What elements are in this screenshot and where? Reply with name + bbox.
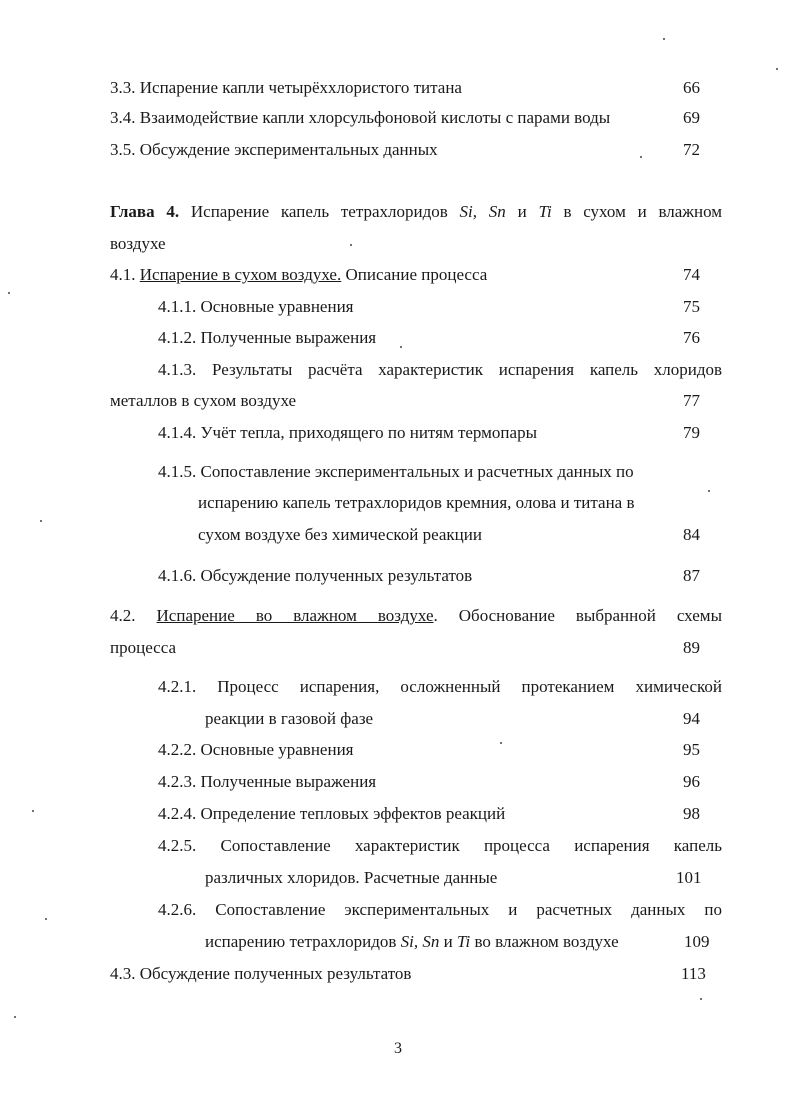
toc-entry-4-1-5-line2: испарению капель тетрахлоридов кремния, олова и титана в: [198, 493, 635, 512]
toc-entry-4-2-1-line1: [0, 674, 796, 700]
toc-entry-page: 87: [683, 566, 700, 585]
chapter-label: Глава 4.: [110, 202, 180, 221]
toc-entry-title: 4.2.3. Полученные выражения: [158, 772, 377, 791]
toc-entry-title: 4.1.6. Обсуждение полученных результатов: [158, 566, 473, 585]
toc-entry-4-1-3-line1: [0, 357, 796, 383]
toc-entry-page: 74: [683, 265, 700, 284]
toc-entry-page: 77: [683, 391, 700, 410]
chapter-4-title-line2: воздухе: [110, 234, 166, 253]
toc-entry-title: 3.4. Взаимодействие капли хлорсульфоновой кислоты с парами воды: [110, 108, 611, 127]
toc-entry-4-1-6: [0, 563, 796, 589]
toc-entry-4-1-5-line3: сухом воздухе без химической реакции 84: [0, 522, 796, 548]
toc-entry-4-2-3: [0, 769, 796, 795]
toc-entry-4-2-line1: [0, 603, 796, 629]
toc-entry-4-2-4: [0, 801, 796, 827]
scan-speck: [350, 244, 352, 246]
toc-entry-page: 84: [683, 525, 700, 544]
toc-entry-page: 98: [683, 804, 700, 823]
toc-entry-4-3: [0, 961, 796, 987]
toc-entry-title: 3.5. Обсуждение экспериментальных данных: [110, 140, 438, 159]
scan-speck: [40, 520, 42, 522]
toc-entry-4-2-6-line1: [0, 897, 796, 923]
toc-entry-page: 76: [683, 328, 700, 347]
toc-entry-4-1: [0, 262, 796, 288]
toc-entry-page: 109: [684, 932, 710, 951]
scan-speck: [640, 156, 642, 158]
toc-entry-page: 89: [683, 638, 700, 657]
scan-speck: [776, 68, 778, 70]
chapter-4-title-line1: Глава 4. Испарение капель тетрахлоридов Si, Sn и Ti в сухом и влажном: [110, 202, 723, 221]
toc-entry-4-1-5-line1: [0, 459, 796, 485]
toc-entry-title: 4.2.5. Сопоставление характеристик процесса испарения капель: [158, 836, 722, 855]
toc-entry-title: 4.1.3. Результаты расчёта характеристик испарения капель хлоридов: [158, 360, 722, 379]
toc-entry-title: 4.3. Обсуждение полученных результатов: [110, 964, 412, 983]
toc-entry-4-2-2: [0, 737, 796, 763]
toc-entry-4-2-5-line1: [0, 833, 796, 859]
scan-speck: [500, 742, 502, 744]
page-number: 3: [394, 1040, 402, 1057]
toc-entry-3-4: [0, 105, 796, 131]
toc-entry-title: 4.1. Испарение в сухом воздухе. Описание процесса: [110, 265, 488, 284]
toc-entry-page: 79: [683, 423, 700, 442]
scan-speck: [663, 38, 665, 40]
toc-entry-page: 66: [683, 78, 700, 97]
toc-entry-title: 4.2.6. Сопоставление экспериментальных и расчетных данных по: [158, 900, 722, 919]
toc-entry-title: 4.2.1. Процесс испарения, осложненный протеканием химической: [158, 677, 722, 696]
toc-entry-4-1-2: [0, 325, 796, 351]
toc-entry-4-2-6-line2: испарению тетрахлоридов Si, Sn и Ti во влажном воздухе 109: [0, 929, 796, 955]
toc-entry-page: 72: [683, 140, 700, 159]
toc-entry-page: 113: [681, 964, 706, 983]
toc-entry-page: 101: [676, 868, 702, 887]
scan-speck: [8, 292, 10, 294]
toc-entry-title: 4.2. Испарение во влажном воздухе. Обоснование выбранной схемы: [110, 606, 722, 625]
toc-entry-3-3: [0, 75, 796, 101]
scan-speck: [32, 810, 34, 812]
toc-entry-title: 4.2.2. Основные уравнения: [158, 740, 354, 759]
toc-entry-title: 4.2.4. Определение тепловых эффектов реакций: [158, 804, 506, 823]
toc-entry-4-2-5-line2: различных хлоридов. Расчетные данные 101: [0, 865, 796, 891]
toc-entry-page: 69: [683, 108, 700, 127]
toc-entry-title: 4.1.5. Сопоставление экспериментальных и расчетных данных по: [158, 462, 634, 481]
toc-entry-4-2-1-line2: реакции в газовой фазе 94: [0, 706, 796, 732]
toc-entry-4-2-line2: процесса 89: [0, 635, 796, 661]
scan-speck: [708, 490, 710, 492]
toc-entry-4-1-4: [0, 420, 796, 446]
toc-entry-page: 96: [683, 772, 700, 791]
scan-speck: [400, 346, 402, 348]
toc-entry-title: 4.1.2. Полученные выражения: [158, 328, 377, 347]
toc-entry-title: 4.1.4. Учёт тепла, приходящего по нитям термопары: [158, 423, 537, 442]
toc-entry-page: 75: [683, 297, 700, 316]
toc-entry-4-1-3-line2: металлов в сухом воздухе 77: [0, 388, 796, 414]
toc-entry-title: 3.3. Испарение капли четырёххлористого титана: [110, 78, 462, 97]
scan-speck: [14, 1016, 16, 1018]
toc-entry-title: 4.1.1. Основные уравнения: [158, 297, 354, 316]
chapter-4-heading: [0, 199, 796, 225]
scan-speck: [700, 998, 702, 1000]
toc-entry-page: 95: [683, 740, 700, 759]
scan-speck: [45, 918, 47, 920]
toc-entry-4-1-1: [0, 294, 796, 320]
toc-entry-page: 94: [683, 709, 700, 728]
toc-entry-3-5: [0, 137, 796, 163]
